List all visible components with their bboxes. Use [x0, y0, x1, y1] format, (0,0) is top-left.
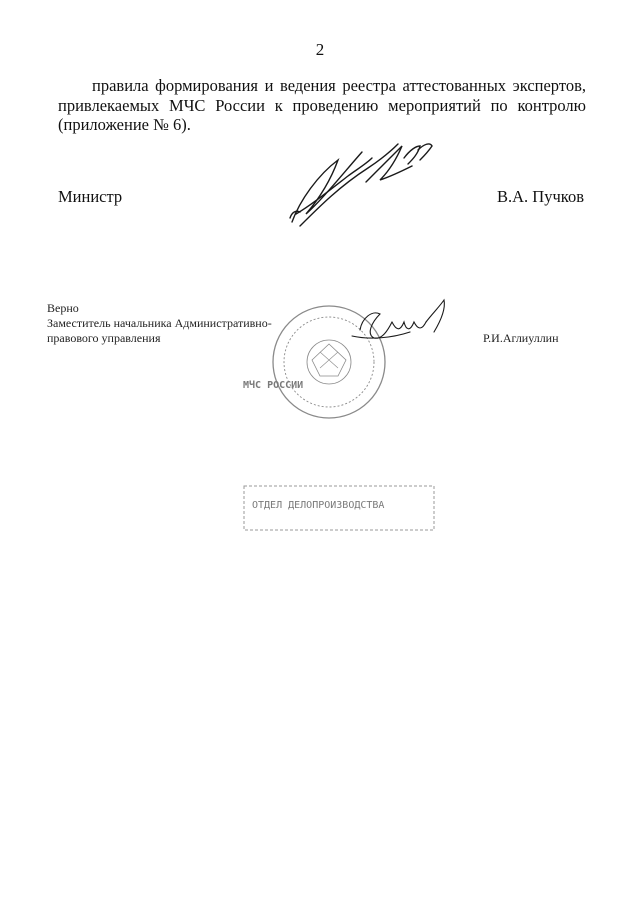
box-stamp-text: ОТДЕЛ ДЕЛОПРОИЗВОДСТВА [252, 500, 385, 511]
minister-name: В.А. Пучков [497, 187, 584, 206]
paragraph-line-1-text: правила формирования и ведения реестра аттестованных экспертов, [92, 76, 586, 95]
page-number: 2 [315, 40, 325, 59]
deputy-signature [352, 300, 444, 338]
deputy-title [47, 316, 292, 346]
deputy-title-line-1: Заместитель начальника Административно- [47, 316, 272, 330]
deputy-name: Р.И.Аглиуллин [483, 331, 559, 345]
body-paragraph [58, 76, 586, 135]
minister-signature [290, 144, 432, 226]
round-stamp-text: МЧС РОССИИ [243, 380, 304, 391]
paragraph-line [58, 76, 586, 96]
box-stamp [244, 486, 434, 530]
paragraph-line: (приложение № 6). [58, 115, 191, 134]
deputy-title-line-2: правового управления [47, 331, 161, 345]
verno-label: Верно [47, 301, 79, 315]
paragraph-line: привлекаемых МЧС России к проведению мероприятий по контролю [58, 95, 586, 115]
minister-label: Министр [58, 187, 123, 206]
